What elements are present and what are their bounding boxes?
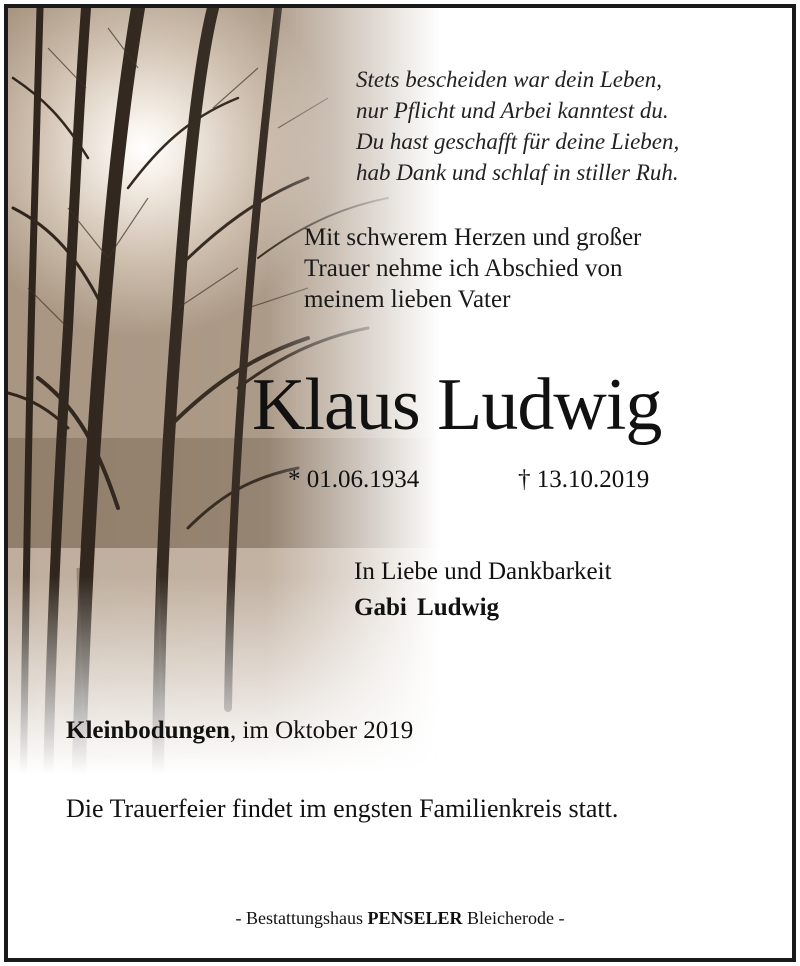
ceremony-notice: Die Trauerfeier findet im engsten Familienkreis statt.	[66, 794, 619, 823]
obituary-frame	[4, 4, 796, 962]
footer-suffix: Bleicherode -	[462, 908, 565, 928]
poem-line: Stets bescheiden war dein Leben,	[356, 67, 662, 92]
footer-prefix: - Bestattungshaus	[235, 908, 368, 928]
farewell-intro	[304, 222, 784, 315]
intro-line: Mit schwerem Herzen und großer	[304, 224, 642, 251]
birth-date: * 01.06.1934	[288, 466, 420, 493]
mourners-block	[354, 554, 774, 626]
death-date: † 13.10.2019	[518, 466, 650, 493]
mourners-phrase: In Liebe und Dankbarkeit	[354, 558, 612, 585]
poem-line: nur Pflicht und Arbei kanntest du.	[356, 98, 669, 123]
intro-line: meinem lieben Vater	[304, 286, 511, 313]
memorial-poem	[356, 64, 776, 188]
intro-line: Trauer nehme ich Abschied von	[304, 255, 623, 282]
funeral-home-footer	[8, 905, 792, 931]
funeral-home-name: PENSELER	[367, 908, 463, 928]
poem-line: Du hast geschafft für deine Lieben,	[356, 129, 680, 154]
place-name: Kleinbodungen	[66, 717, 230, 744]
mourner-name: Gabi Ludwig	[354, 594, 500, 621]
date-text: , im Oktober 2019	[229, 717, 414, 744]
place-date-line	[66, 714, 413, 748]
deceased-name: Klaus Ludwig	[252, 364, 662, 446]
poem-line: hab Dank und schlaf in stiller Ruh.	[356, 160, 679, 185]
